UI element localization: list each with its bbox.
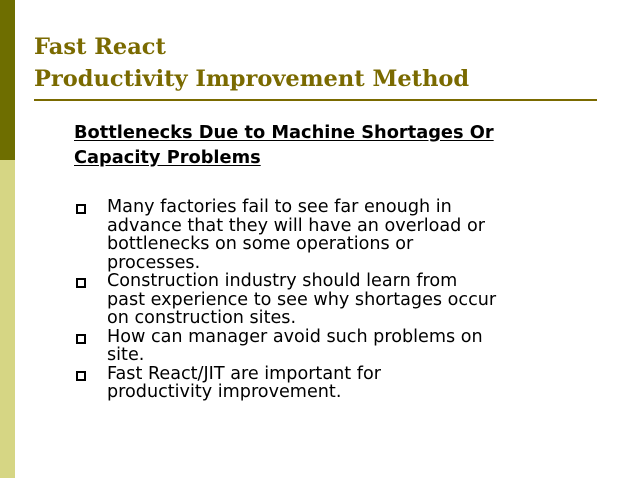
square-bullet-icon (76, 278, 86, 288)
bullet-line: Many factories fail to see far enough in (107, 197, 452, 217)
heading-line-1: Bottlenecks Due to Machine Shortages Or (74, 122, 494, 143)
bullet-line: advance that they will have an overload or (107, 215, 485, 236)
title-divider (34, 99, 597, 101)
square-bullet-icon (76, 334, 86, 344)
bullet-line: on construction sites. (107, 308, 297, 328)
left-light-band (0, 160, 15, 478)
bullet-line: Construction industry should learn from (107, 271, 458, 291)
heading-line-2: Capacity Problems (74, 147, 261, 168)
bullet-item (74, 272, 594, 328)
bullet-line: Fast React/JIT are important for (107, 363, 381, 384)
left-dark-band (0, 0, 15, 160)
title-line-1: Fast React (34, 34, 166, 60)
bullet-item (74, 198, 594, 272)
slide-title (34, 31, 469, 95)
section-heading (74, 120, 594, 170)
bullet-item (74, 365, 594, 402)
bullet-line: past experience to see why shortages occur (107, 289, 497, 310)
bullet-line: site. (107, 345, 145, 365)
bullet-line: productivity improvement. (107, 382, 342, 402)
title-line-2: Productivity Improvement Method (34, 66, 470, 92)
square-bullet-icon (76, 371, 86, 381)
bullet-list (74, 198, 594, 402)
bullet-line: processes. (107, 252, 201, 273)
bullet-item (74, 328, 594, 365)
bullet-line: bottlenecks on some operations or (107, 234, 414, 254)
square-bullet-icon (76, 204, 86, 214)
bullet-line: How can manager avoid such problems on (107, 326, 483, 347)
